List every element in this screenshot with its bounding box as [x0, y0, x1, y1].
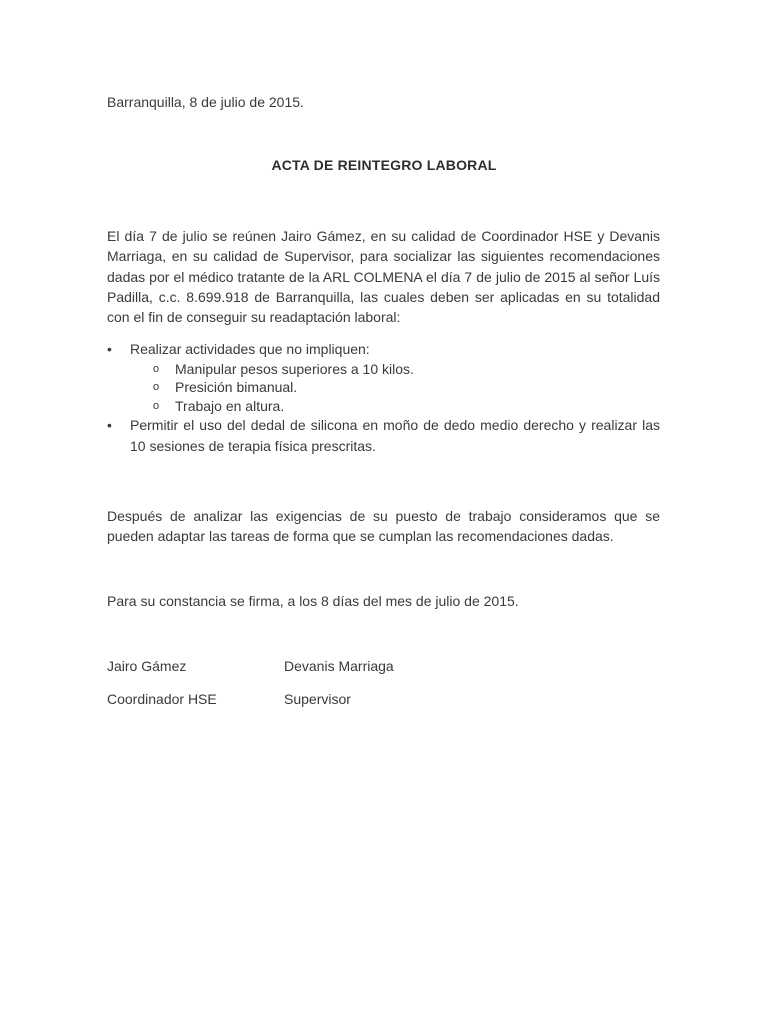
bullet-icon: •	[107, 417, 112, 433]
analysis-paragraph: Después de analizar las exigencias de su puesto de trabajo consideramos que se pueden adaptar las tareas de forma que se cumplan las recomendaciones dadas.	[107, 508, 660, 545]
sub-item	[130, 378, 660, 397]
signature-name-supervisor: Devanis Marriaga	[284, 658, 394, 674]
recommendation-item	[107, 339, 660, 415]
sub-item	[130, 397, 660, 416]
signature-role-coordinator: Coordinador HSE	[107, 691, 217, 707]
bullet-icon: •	[107, 341, 112, 357]
circle-bullet-icon: o	[153, 381, 160, 393]
sub-item-text: Manipular pesos superiores a 10 kilos.	[175, 360, 414, 377]
recommendations-list	[107, 339, 660, 456]
intro-paragraph: El día 7 de julio se reúnen Jairo Gámez, en su calidad de Coordinador HSE y Devanis Marriaga, en su calidad de Supervisor, para socializar las siguientes recomendaciones dadas por el médico tratante de la ARL COLMENA el día 7 de julio de 2015 al señor Luís Padilla, c.c. 8.699.918 de Barranquilla, las cuales deben ser aplicadas en su totalidad con el fin de conseguir su readaptación laboral:	[107, 228, 660, 326]
circle-bullet-icon: o	[153, 362, 160, 375]
signature-role-supervisor: Supervisor	[284, 691, 351, 707]
sub-item-text: Trabajo en altura.	[175, 397, 285, 414]
sub-item	[130, 360, 660, 379]
date-line: Barranquilla, 8 de julio de 2015.	[107, 94, 304, 110]
sub-item-text: Presición bimanual.	[175, 379, 298, 395]
closing-paragraph: Para su constancia se firma, a los 8 días del mes de julio de 2015.	[107, 593, 519, 609]
recommendation-item	[107, 415, 660, 456]
document-title: ACTA DE REINTEGRO LABORAL	[271, 157, 497, 173]
recommendation-sublist	[130, 360, 660, 416]
circle-bullet-icon: o	[153, 399, 160, 412]
recommendation-text: Realizar actividades que no impliquen:	[130, 341, 370, 357]
signature-name-coordinator: Jairo Gámez	[107, 658, 187, 674]
recommendation-text: Permitir el uso del dedal de silicona en moño de dedo medio derecho y realizar las 10 sesiones de terapia física prescritas.	[130, 417, 660, 454]
